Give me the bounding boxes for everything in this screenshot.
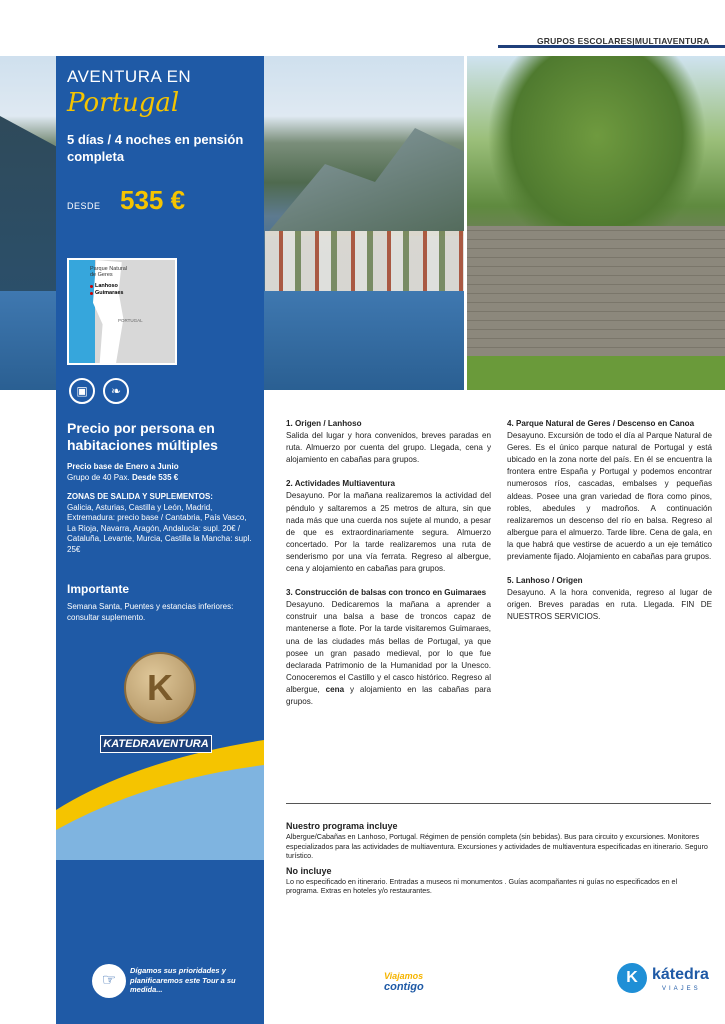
price-prefix: DESDE	[67, 201, 101, 211]
map-label-guimaraes: Guimaraes	[95, 290, 124, 296]
importante-text: Semana Santa, Puentes y estancias inferiores: consultar suplemento.	[67, 602, 234, 622]
castle-photo	[467, 56, 725, 390]
includes-text: Albergue/Cabañas en Lanhoso, Portugal. Régimen de pensión completa (sin bebidas). Bus para circuito y excursiones. Monitores especializados para las actividades de multiaventura. Excursiones y actividades de multiaventura especificadas en itinerario. Seguro turístico.	[286, 832, 708, 861]
includes-section	[286, 820, 711, 900]
price: 535 €	[120, 185, 186, 215]
day4-title: 4. Parque Natural de Geres / Descenso en Canoa	[507, 419, 695, 428]
day5-title: 5. Lanhoso / Origen	[507, 576, 583, 586]
day3-text: Desayuno. Dedicaremos la mañana a aprender a construir una balsa a base de troncos capaz de mantenerse a flote. Por la tarde visitaremos Guimaraes, una de las ciudades más bellas de Portugal, ya que posee un gran pasado medieval, por lo que fue declarada Patrimonio de la Humanidad por la Unesco. Conoceremos el Castillo y el casco histórico. Regreso al albergue, cena y alojamiento en las cabañas para grupos.	[286, 600, 492, 706]
trip-duration: 5 días / 4 noches en pensión completa	[67, 132, 244, 164]
bottom-quote: Dígamos sus prioridades y planificaremos este Tour a su medida...	[130, 966, 236, 994]
katedraventura-logo: K	[124, 652, 196, 724]
day4-text: Desayuno. Excursión de todo el día al Parque Natural de Geres. Es el único parque natural de Portugal y está ubicado en la zona norte del país. En él se encuentra la frontera entre España y Portugal y podemos encontrar numerosos ríos, cascadas, embalses y pequeñas aldeas. Posee una gran variedad de flora como pinos, robles, abedules y madroños. A continuación realizaremos un descenso del río en balsa. Regreso al albergue para el almuerzo. Tarde libre. Cena de gala, en la que habrá que vestirse de acuerdo a un eje temático previamente fijado. Alojamiento en cabañas para grupos.	[507, 431, 712, 562]
map-label-park: Parque Natural de Geres	[90, 266, 127, 278]
sidebar	[0, 0, 264, 1024]
price-base: Precio base de Enero a Junio Grupo de 40 Pax. Desde 535 €	[67, 462, 179, 482]
map-label-country: PORTUGAL	[118, 318, 143, 323]
hand-pointer-icon: ☞	[92, 964, 126, 998]
trip-title-line2: Portugal	[67, 88, 180, 118]
katedraventura-logo-text: KATEDRAVENTURA	[100, 735, 212, 753]
day1-title: 1. Origen / Lanhoso	[286, 419, 362, 428]
price-section-title: Precio por persona en habitaciones múltiples	[67, 420, 218, 453]
trip-title-line1: AVENTURA EN	[67, 67, 192, 86]
map-label-lanhoso: Lanhoso	[95, 283, 118, 289]
restaurant-icon: ❧	[103, 378, 129, 404]
footer-slogan: Viajamos contigo	[384, 971, 424, 993]
day2-title: 2. Actividades Multiaventura	[286, 479, 395, 489]
day1-text: Salida del lugar y hora convenidos, breves paradas en ruta. Almuerzo por cuenta del grupo. Llegada, cena y alojamiento en cabañas para grupos.	[286, 431, 491, 465]
zonas-salida: ZONAS DE SALIDA Y SUPLEMENTOS: Galicia, Asturias, Castilla y León, Madrid, Extremadura: precio base / Cantabria, País Vasco, La Rioja, Navarra, Aragón, Andalucía: supl. 20€ / Cataluña, Levante, Murcia, Castilla la Mancha: supl. 25€	[67, 492, 252, 554]
divider	[286, 803, 711, 804]
not-included-text: Lo no especificado en itinerario. Entradas a museos ni monumentos . Guías acompañantes ni guías no especificados en el programa. Extras en hoteles y/o restaurantes.	[286, 876, 678, 896]
includes-title: Nuestro programa incluye	[286, 821, 398, 831]
not-included-title: No incluye	[286, 865, 332, 876]
day2-text: Desayuno. Por la mañana realizaremos la actividad del péndulo y saltaremos a 25 metros de altura, sin que nada más que una cuerda nos sujete al mundo, a pesar de que es extraordinariamente segura. Almuerzo concertado. Por la tarde realizaremos una ruta de senderismo por una vía ferrata. Regreso al albergue, cena y alojamiento en cabañas para grupos.	[286, 491, 491, 574]
itinerary-column-2	[507, 418, 712, 636]
decorative-wave	[56, 740, 264, 860]
day5-text: Desayuno. A la hora convenida, regreso al lugar de origen. Breves paradas en ruta. Llegada. FIN DE NUESTROS SERVICIOS.	[507, 588, 712, 622]
importante-title: Importante	[67, 582, 130, 596]
itinerary-column-1	[286, 418, 491, 720]
brand-sub: VIAJES	[662, 986, 701, 992]
katedra-logo-icon: K	[617, 963, 647, 993]
day3-title: 3. Construcción de balsas con tronco en Guimaraes	[286, 588, 487, 598]
sidebar-bottom-panel	[56, 890, 264, 1024]
bus-icon: ▣	[69, 378, 95, 404]
brand-name: kátedra	[652, 966, 709, 983]
section-tag: GRUPOS ESCOLARES|MULTIAVENTURA	[537, 36, 710, 46]
